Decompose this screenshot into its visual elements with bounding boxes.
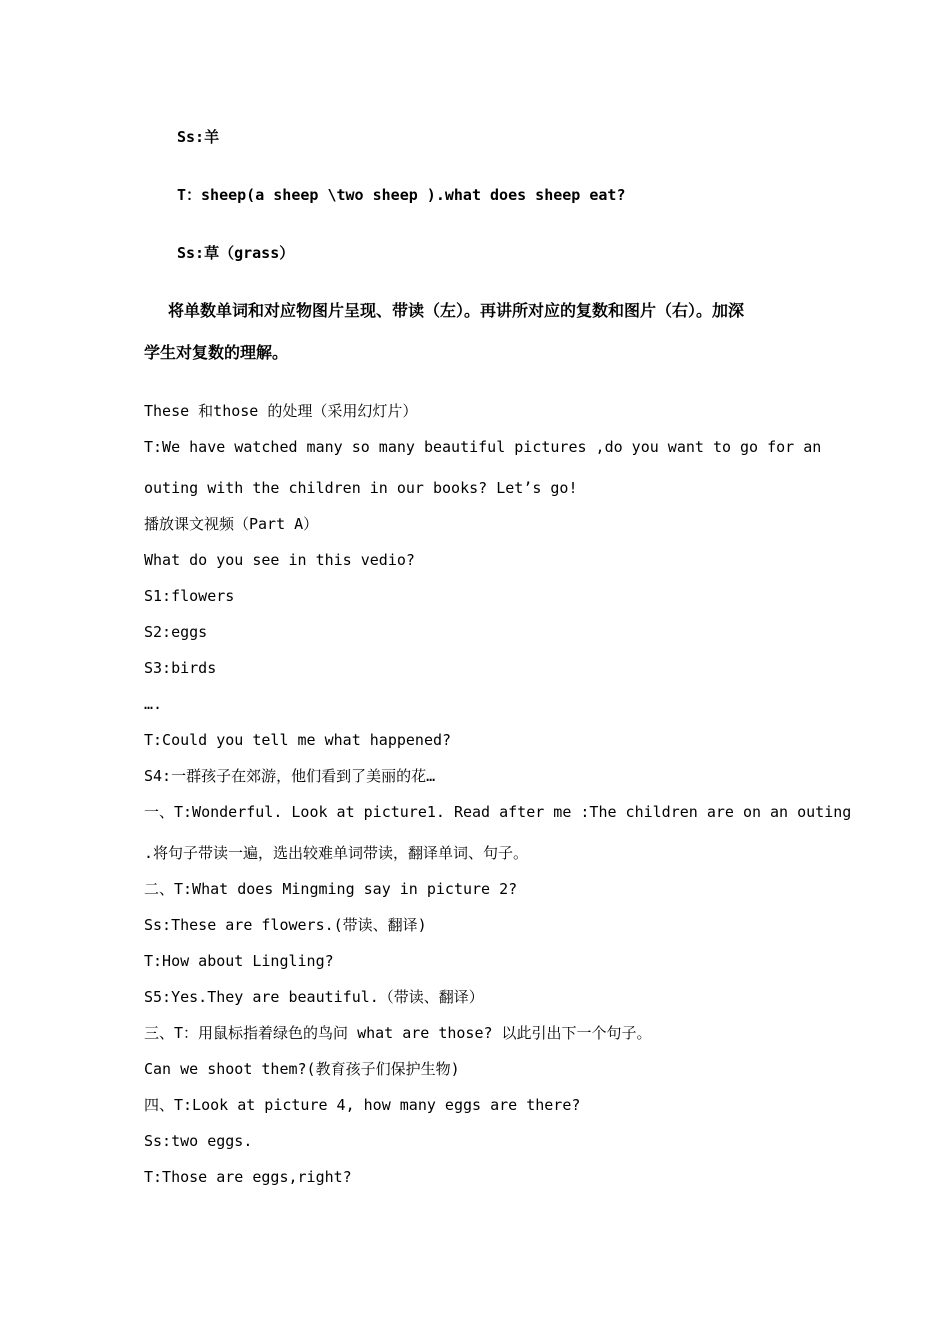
dialogue-line: What do you see in this vedio?	[144, 551, 415, 569]
dialogue-line: Can we shoot them?(教育孩子们保护生物)	[144, 1060, 460, 1078]
dialogue-line: Ss:These are flowers.(带读、翻译)	[144, 916, 427, 934]
dialogue-line: 一、T:Wonderful. Look at picture1. Read after me :The children are on an outing	[144, 803, 852, 821]
instruction-paragraph: 将单数单词和对应物图片呈现、带读（左）。再讲所对应的复数和图片（右）。加深	[168, 301, 745, 320]
dialogue-line: T:We have watched many so many beautiful pictures ,do you want to go for an	[144, 438, 822, 456]
dialogue-line: T:Could you tell me what happened?	[144, 731, 452, 749]
section-heading: These 和those 的处理（采用幻灯片）	[144, 402, 418, 420]
dialogue-line: ….	[144, 695, 163, 713]
dialogue-line: 二、T:What does Mingming say in picture 2?	[144, 880, 518, 898]
dialogue-line: .将句子带读一遍，选出较难单词带读，翻译单词、句子。	[144, 844, 529, 862]
dialogue-line: S4:一群孩子在郊游，他们看到了美丽的花…	[144, 767, 436, 785]
dialogue-line: Ss:草（grass）	[177, 244, 295, 262]
dialogue-line: S1:flowers	[144, 587, 235, 605]
dialogue-line: Ss:羊	[177, 128, 220, 146]
dialogue-line: T：sheep(a sheep \two sheep ).what does sheep eat?	[177, 186, 626, 204]
dialogue-line: 四、T:Look at picture 4, how many eggs are there?	[144, 1096, 581, 1114]
dialogue-line: 播放课文视频（Part A）	[144, 515, 319, 533]
dialogue-line: S2:eggs	[144, 623, 208, 641]
dialogue-line: T:Those are eggs,right?	[144, 1168, 352, 1186]
dialogue-line: S5:Yes.They are beautiful.（带读、翻译）	[144, 988, 484, 1006]
dialogue-line: S3:birds	[144, 659, 217, 677]
instruction-paragraph: 学生对复数的理解。	[144, 343, 289, 362]
dialogue-line: outing with the children in our books? Let’s go!	[144, 479, 578, 497]
dialogue-line: T:How about Lingling?	[144, 952, 334, 970]
dialogue-line: Ss:two eggs.	[144, 1132, 253, 1150]
dialogue-line: 三、T：用鼠标指着绿色的鸟问 what are those? 以此引出下一个句子。	[144, 1024, 652, 1042]
